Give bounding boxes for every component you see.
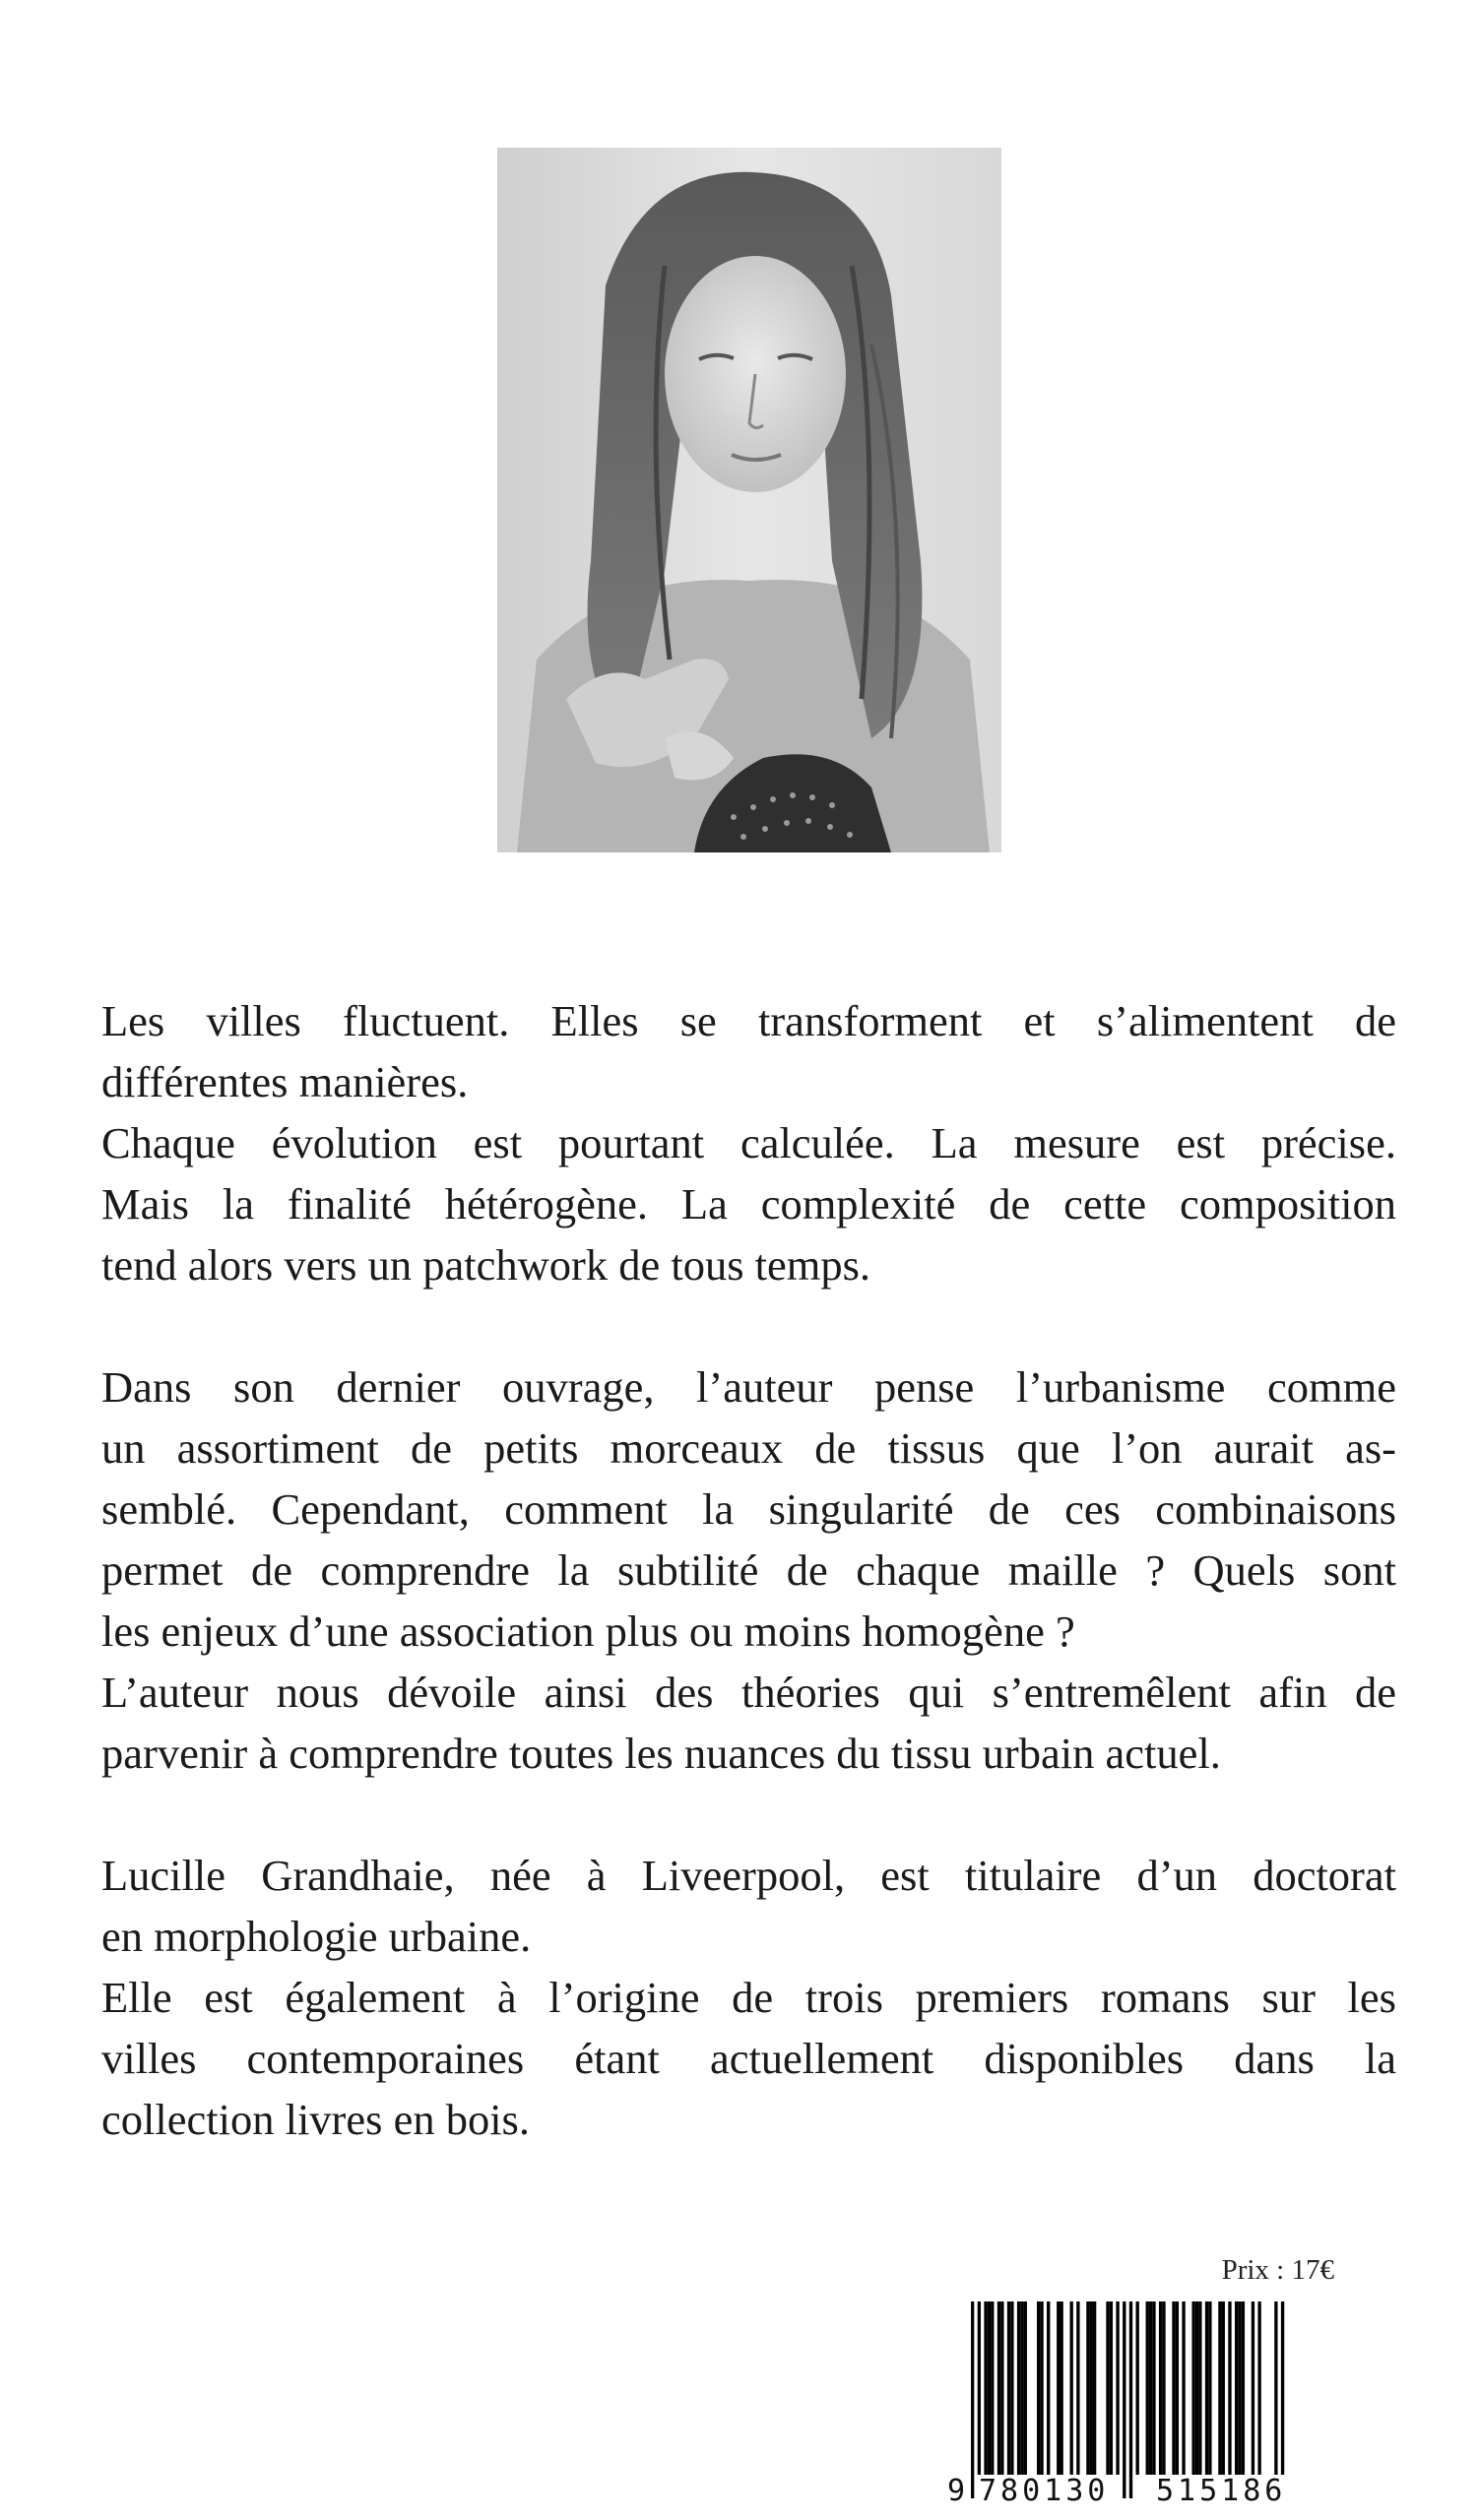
barcode-bar (971, 2301, 974, 2498)
author-photo (497, 148, 1001, 852)
barcode-bar (1076, 2301, 1079, 2475)
barcode-bar (1238, 2301, 1241, 2475)
barcode-bar (1205, 2301, 1208, 2475)
barcode-bar (1070, 2301, 1073, 2475)
barcode-bar (1195, 2301, 1198, 2475)
price-label: Prix : 17€ (1221, 2254, 1334, 2286)
barcode-bar (1281, 2301, 1284, 2498)
isbn-right-group: 515186 (1156, 2474, 1287, 2508)
barcode-bar (1010, 2301, 1013, 2475)
barcode-bar (1106, 2301, 1109, 2475)
barcode-bar (1218, 2301, 1221, 2475)
barcode-bar (1047, 2301, 1050, 2475)
barcode-bar (1252, 2301, 1254, 2475)
text-line: Dans son dernier ouvrage, l’auteur pense l’urbanisme comme (101, 1362, 1396, 1412)
text-line: Chaque évolution est pourtant calculée. La mesure est précise. (101, 1118, 1396, 1167)
text-line: les enjeux d’une association plus ou moins homogène ? (101, 1606, 1075, 1656)
text-line: Les villes fluctuent. Elles se transforment et s’alimentent de (101, 996, 1396, 1045)
barcode-bar (1162, 2301, 1165, 2475)
barcode-bar (1024, 2301, 1027, 2475)
barcode-bar (1146, 2301, 1149, 2475)
barcode-bar (1123, 2301, 1125, 2498)
barcode-bar (1129, 2301, 1132, 2498)
text-line: un assortiment de petits morceaux de tissus que l’on aurait as- (101, 1423, 1396, 1473)
text-line: Elle est également à l’origine de trois premiers romans sur les (101, 1973, 1396, 2022)
barcode-bar (1208, 2301, 1211, 2475)
barcode-bar (1191, 2301, 1194, 2475)
barcode-bar (1110, 2301, 1113, 2475)
barcode-bar (1040, 2301, 1043, 2475)
barcode-bar (1037, 2301, 1040, 2475)
barcode-bar (1182, 2301, 1185, 2475)
barcode-bar (1257, 2301, 1260, 2475)
barcode-bar (1116, 2301, 1119, 2475)
isbn-left-group: 780130 (979, 2474, 1110, 2508)
barcode-bar (1136, 2301, 1139, 2475)
barcode-bar (1017, 2301, 1020, 2475)
text-line: tend alors vers un patchwork de tous temps. (101, 1240, 871, 1290)
barcode-bar (1198, 2301, 1201, 2475)
barcode-bar (997, 2301, 1000, 2475)
author-bio-paragraph (101, 1845, 1396, 2150)
barcode-bar (1000, 2301, 1003, 2475)
text-line: en morphologie urbaine. (101, 1912, 532, 1961)
barcode-bar (1086, 2301, 1089, 2475)
isbn-lead-digit: 9 (947, 2474, 970, 2508)
barcode-bar (978, 2301, 981, 2498)
text-line: Lucille Grandhaie, née à Liveerpool, est titulaire d’un doctorat (101, 1851, 1396, 1900)
barcode-bar (1152, 2301, 1155, 2475)
text-line: permet de comprendre la subtilité de chaque maille ? Quels sont (101, 1545, 1396, 1595)
barcode-bar (1007, 2301, 1010, 2475)
text-line: villes contemporaines étant actuellement disponibles dans la (101, 2034, 1396, 2083)
barcode-bar (1222, 2301, 1225, 2475)
barcode-bar (1149, 2301, 1152, 2475)
text-line: semblé. Cependant, comment la singularité de ces combinaisons (101, 1484, 1396, 1534)
barcode-bar (991, 2301, 994, 2475)
text-line: collection livres en bois. (101, 2095, 531, 2144)
text-line: Mais la finalité hétérogène. La complexité de cette composition (101, 1179, 1396, 1228)
text-line: différentes manières. (101, 1057, 469, 1106)
barcode-bar (1235, 2301, 1238, 2475)
barcode-bar (1274, 2301, 1277, 2498)
barcode-bar (1176, 2301, 1179, 2475)
barcode-bar (1060, 2301, 1062, 2475)
description-paragraph (101, 1356, 1396, 1784)
barcode-bar (1159, 2301, 1162, 2475)
barcode-bar (988, 2301, 991, 2475)
text-line: L’auteur nous dévoile ainsi des théories qui s’entremêlent afin de (101, 1668, 1396, 1717)
barcode-bar (1093, 2301, 1096, 2475)
barcode-bar (1090, 2301, 1093, 2475)
barcode-bar (984, 2301, 987, 2475)
barcode-bar (1057, 2301, 1060, 2475)
barcode-bar (1172, 2301, 1175, 2475)
back-cover-text (101, 990, 1396, 2150)
summary-paragraph (101, 990, 1396, 1295)
barcode-bar (1228, 2301, 1231, 2475)
text-line: parvenir à comprendre toutes les nuances du tissu urbain actuel. (101, 1729, 1221, 1778)
barcode-bar (1020, 2301, 1023, 2475)
isbn-digits (947, 2475, 1325, 2508)
barcode-bar (1242, 2301, 1245, 2475)
